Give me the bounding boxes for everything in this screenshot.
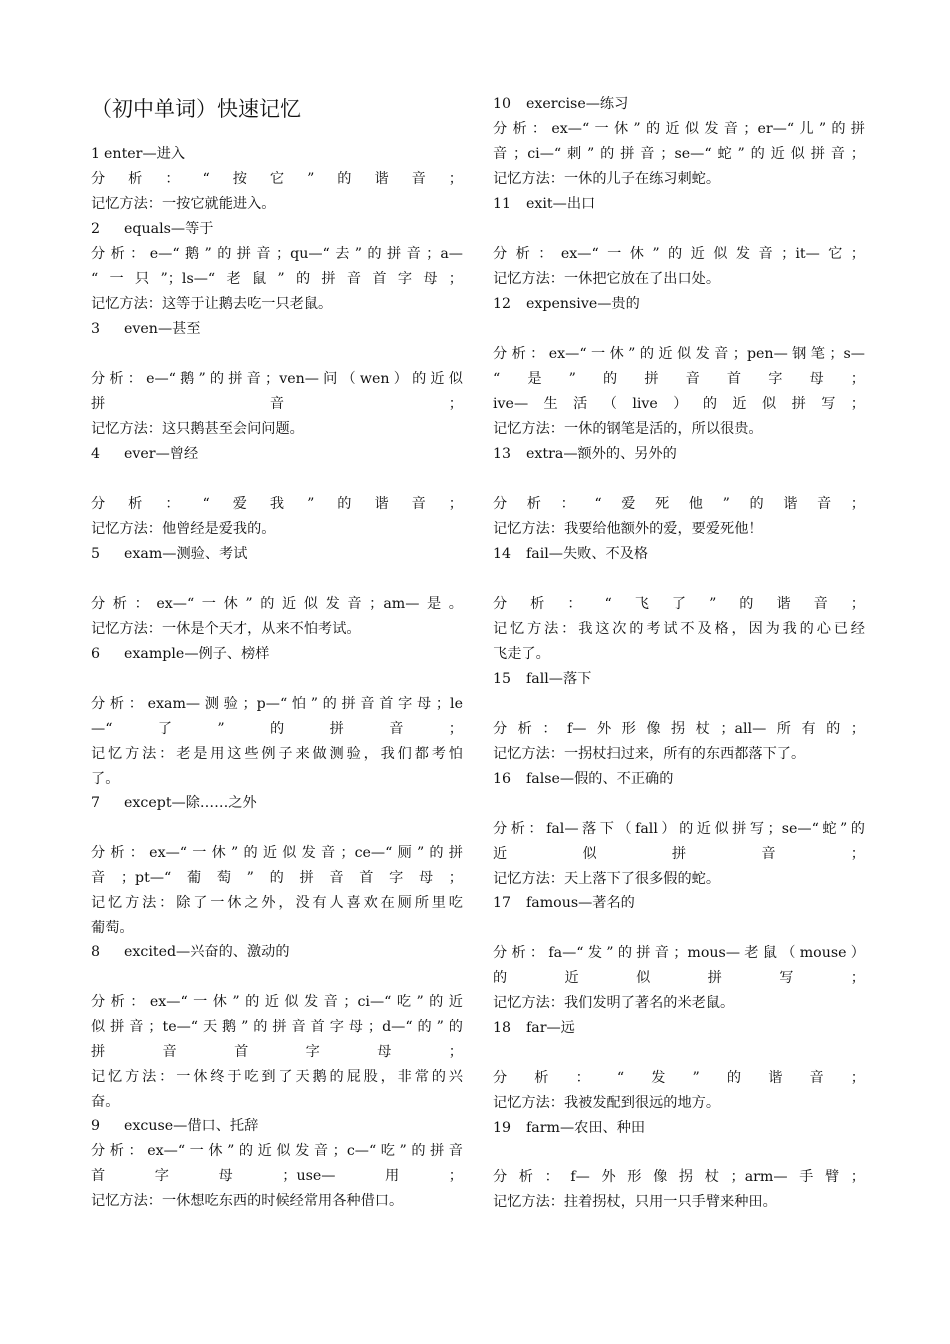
entry-number: 17 xyxy=(493,895,512,911)
entry-number: 4 xyxy=(91,446,101,462)
word-entry-heading xyxy=(493,1118,865,1138)
entry-text-line: 分析：“发”的谐音； xyxy=(493,1070,865,1086)
entry-word: example—例子、榜样 xyxy=(124,646,270,662)
entry-number: 1 xyxy=(91,146,101,162)
entry-word: far—远 xyxy=(526,1020,575,1036)
entry-text-line: 分析：ex—“一休”的近似发音；am—是。 xyxy=(91,596,463,612)
word-entry-heading xyxy=(493,769,865,789)
word-entry-heading xyxy=(493,1018,865,1038)
entry-text-line: 分析：ex—“一休”的近似发音；ci—“吃”的近 xyxy=(91,994,463,1010)
word-entry-heading xyxy=(91,1116,463,1136)
entry-text-line: 首字母；use—用； xyxy=(91,1168,463,1184)
entry-word: ever—曾经 xyxy=(124,446,199,462)
word-entry-heading xyxy=(91,544,463,564)
entry-text-line: 记忆方法：他曾经是爱我的。 xyxy=(91,521,276,537)
entry-text-line: 音；ci—“刺”的拼音；se—“蛇”的近似拼音； xyxy=(493,146,865,162)
entry-text-line: 分析：“按它”的谐音； xyxy=(91,171,463,187)
entry-text-line: 分析：ex—“一休”的近似发音；er—“儿”的拼 xyxy=(493,121,865,137)
entry-word: fail—失败、不及格 xyxy=(526,546,649,562)
entry-text-line: 拼音； xyxy=(91,396,463,412)
entry-word: fall—落下 xyxy=(526,671,592,687)
entry-text-line: 分析：fal—落下（fall）的近似拼写；se—“蛇”的 xyxy=(493,821,865,837)
entry-text-line: 飞走了。 xyxy=(493,646,550,662)
entry-text-line: 了。 xyxy=(91,771,120,787)
word-entry-heading xyxy=(493,669,865,689)
entry-number: 19 xyxy=(493,1120,512,1136)
word-entry-heading xyxy=(91,444,463,464)
entry-text-line: 奋。 xyxy=(91,1094,120,1110)
entry-text-line: 记忆方法：一休想吃东西的时候经常用各种借口。 xyxy=(91,1193,404,1209)
word-entry-heading xyxy=(91,644,463,664)
entry-word: expensive—贵的 xyxy=(526,296,640,312)
entry-text-line: 记忆方法：我要给他额外的爱，要爱死他！ xyxy=(493,521,763,537)
entry-number: 9 xyxy=(91,1118,101,1134)
entry-text-line: 分析：f—外形像拐杖；arm—手臂； xyxy=(493,1169,865,1185)
entry-number: 10 xyxy=(493,96,512,112)
entry-word: exit—出口 xyxy=(526,196,596,212)
entry-word: extra—额外的、另外的 xyxy=(526,446,677,462)
entry-text-line: 分析：f—外形像拐杖；all—所有的； xyxy=(493,721,865,737)
entry-text-line: 分析：exam—测验；p—“怕”的拼音首字母；le xyxy=(91,696,463,712)
word-entry-heading xyxy=(91,219,463,239)
word-entry-heading xyxy=(493,444,865,464)
word-entry-heading xyxy=(493,94,865,114)
entry-text-line: 记忆方法：拄着拐杖，只用一只手臂来种田。 xyxy=(493,1194,777,1210)
entry-text-line: 似拼音；te—“天鹅”的拼音首字母；d—“的”的 xyxy=(91,1019,463,1035)
entry-text-line: 分析：ex—“一休”的近似发音；it—它； xyxy=(493,246,865,262)
entry-number: 7 xyxy=(91,795,101,811)
entry-word: equals—等于 xyxy=(124,221,214,237)
entry-text-line: “是”的拼音首字母； xyxy=(493,371,865,387)
entry-text-line: 分析：“爱我”的谐音； xyxy=(91,496,463,512)
entry-word: exercise—练习 xyxy=(526,96,629,112)
entry-text-line: 分析：“飞了”的谐音； xyxy=(493,596,865,612)
entry-word: exam—测验、考试 xyxy=(124,546,248,562)
entry-text-line: 记忆方法：天上落下了很多假的蛇。 xyxy=(493,871,721,887)
entry-word: excited—兴奋的、激动的 xyxy=(124,944,290,960)
entry-number: 18 xyxy=(493,1020,512,1036)
entry-text-line: 记忆方法：我们发明了著名的米老鼠。 xyxy=(493,995,735,1011)
word-entry-heading xyxy=(91,793,463,813)
entry-text-line: 记忆方法：这等于让鹅去吃一只老鼠。 xyxy=(91,296,333,312)
entry-text-line: 音；pt—“葡萄”的拼音首字母； xyxy=(91,870,463,886)
entry-number: 2 xyxy=(91,221,101,237)
entry-text-line: 近似拼音； xyxy=(493,846,865,862)
entry-text-line: 记忆方法：一休终于吃到了天鹅的屁股，非常的兴 xyxy=(91,1069,463,1085)
entry-word: even—甚至 xyxy=(124,321,201,337)
entry-word: false—假的、不正确的 xyxy=(526,771,674,787)
entry-number: 6 xyxy=(91,646,101,662)
entry-number: 14 xyxy=(493,546,512,562)
entry-word: except—除……之外 xyxy=(124,795,257,811)
entry-text-line: 记忆方法：一休把它放在了出口处。 xyxy=(493,271,721,287)
entry-text-line: 记忆方法：我被发配到很远的地方。 xyxy=(493,1095,721,1111)
entry-word: famous—著名的 xyxy=(526,895,635,911)
entry-word: excuse—借口、托辞 xyxy=(124,1118,259,1134)
entry-text-line: 分析：ex—“一休”的近似发音；ce—“厕”的拼 xyxy=(91,845,463,861)
entry-text-line: 分析：e—“鹅”的拼音；ven—问（wen）的近似 xyxy=(91,371,463,387)
entry-word: enter—进入 xyxy=(104,146,186,162)
entry-text-line: 分析：ex—“一休”的近似发音；c—“吃”的拼音 xyxy=(91,1143,463,1159)
entry-text-line: —“了”的拼音； xyxy=(91,721,463,737)
word-entry-heading xyxy=(493,544,865,564)
page-title: （初中单词）快速记忆 xyxy=(91,97,301,121)
entry-text-line: 记忆方法：除了一休之外，没有人喜欢在厕所里吃 xyxy=(91,895,463,911)
entry-number: 13 xyxy=(493,446,512,462)
entry-text-line: 分析：fa—“发”的拼音；mous—老鼠（mouse） xyxy=(493,945,865,961)
word-entry-heading xyxy=(91,319,463,339)
entry-text-line: 分析：ex—“一休”的近似发音；pen—钢笔；s— xyxy=(493,346,865,362)
word-entry-heading xyxy=(493,194,865,214)
entry-text-line: 记忆方法：一拐杖扫过来，所有的东西都落下了。 xyxy=(493,746,806,762)
word-entry-heading xyxy=(91,942,463,962)
entry-number: 16 xyxy=(493,771,512,787)
entry-text-line: 记忆方法：一休的儿子在练习刺蛇。 xyxy=(493,171,721,187)
entry-text-line: “一只”；ls—“老鼠”的拼音首字母； xyxy=(91,271,463,287)
entry-number: 15 xyxy=(493,671,512,687)
entry-text-line: 记忆方法：老是用这些例子来做测验，我们都考怕 xyxy=(91,746,463,762)
entry-text-line: 记忆方法：这只鹅甚至会问问题。 xyxy=(91,421,304,437)
entry-text-line: 记忆方法：一休的钢笔是活的，所以很贵。 xyxy=(493,421,763,437)
entry-number: 8 xyxy=(91,944,101,960)
entry-number: 12 xyxy=(493,296,512,312)
word-entry-heading xyxy=(91,144,463,164)
word-entry-heading xyxy=(493,893,865,913)
entry-number: 11 xyxy=(493,196,512,212)
entry-number: 3 xyxy=(91,321,101,337)
entry-text-line: 记忆方法：我这次的考试不及格，因为我的心已经 xyxy=(493,621,865,637)
entry-text-line: 葡萄。 xyxy=(91,920,134,936)
entry-text-line: 记忆方法：一休是个天才，从来不怕考试。 xyxy=(91,621,361,637)
entry-text-line: 分析：“爱死他”的谐音； xyxy=(493,496,865,512)
entry-text-line: 的近似拼写； xyxy=(493,970,865,986)
word-entry-heading xyxy=(493,294,865,314)
entry-word: farm—农田、种田 xyxy=(526,1120,646,1136)
entry-number: 5 xyxy=(91,546,101,562)
entry-text-line: 记忆方法：一按它就能进入。 xyxy=(91,196,276,212)
entry-text-line: 分析：e—“鹅”的拼音；qu—“去”的拼音；a— xyxy=(91,246,463,262)
entry-text-line: 拼音首字母； xyxy=(91,1044,463,1060)
entry-text-line: ive—生活（live）的近似拼写； xyxy=(493,396,865,412)
